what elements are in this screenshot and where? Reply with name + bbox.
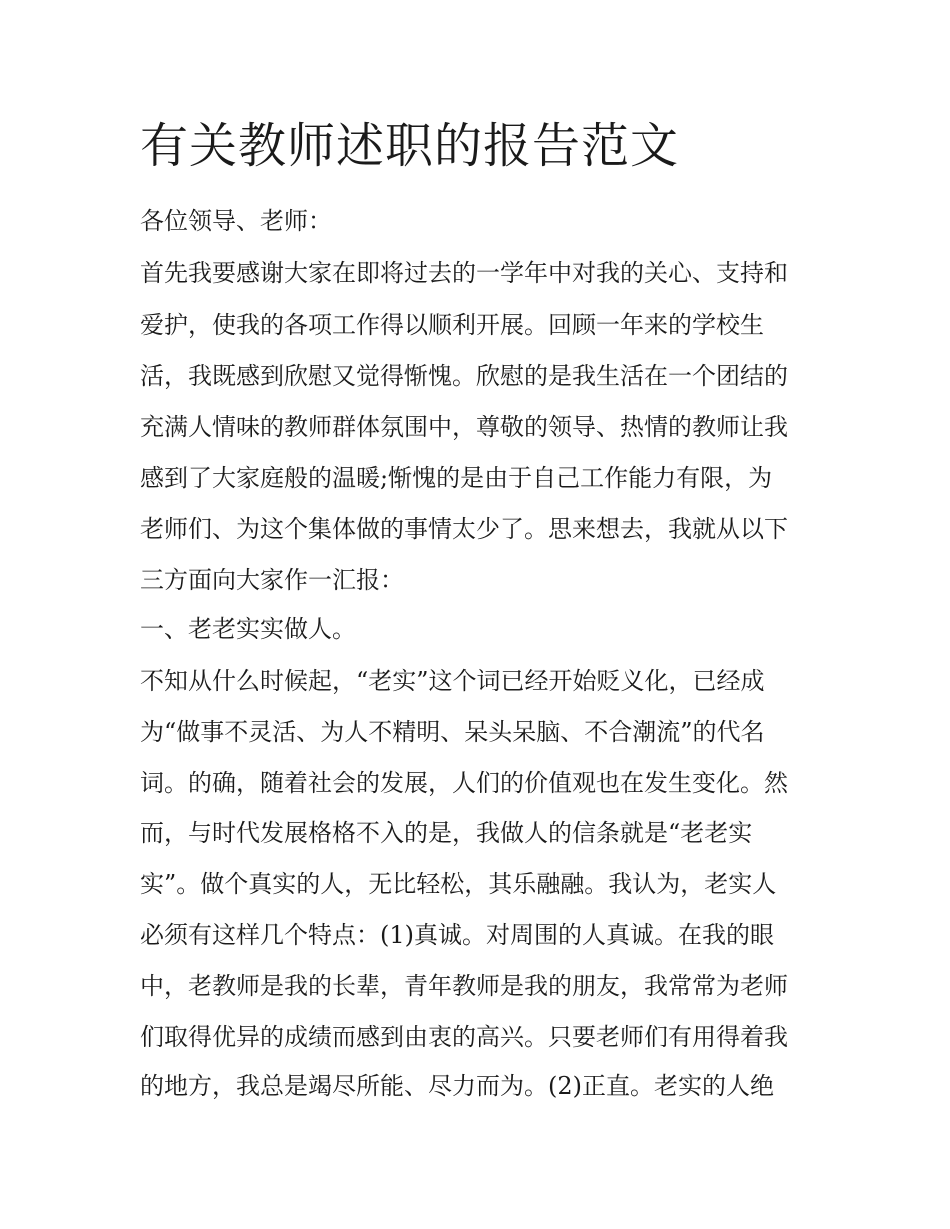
text-line: 实”。做个真实的人，无比轻松，其乐融融。我认为，老实人 (140, 870, 777, 898)
text-line: 三方面向大家作一汇报： (140, 566, 404, 594)
text-line: 为“做事不灵活、为人不精明、呆头呆脑、不合潮流”的代名 (140, 718, 765, 746)
text-line: 活，我既感到欣慰又觉得惭愧。欣慰的是我生活在一个团结的 (140, 362, 788, 390)
text-line: 老师们、为这个集体做的事情太少了。思来想去，我就从以下 (140, 515, 788, 543)
text-line: 感到了大家庭般的温暖;惭愧的是由于自己工作能力有限，为 (140, 464, 773, 492)
text-line: 充满人情味的教师群体氛围中，尊敬的领导、热情的教师让我 (140, 413, 788, 441)
text-line: 们取得优异的成绩而感到由衷的高兴。只要老师们有用得着我 (140, 1023, 788, 1051)
document-title: 有关教师述职的报告范文 (140, 118, 680, 174)
text-line: 首先我要感谢大家在即将过去的一学年中对我的关心、支持和 (140, 259, 788, 287)
text-line: 词。的确，随着社会的发展，人们的价值观也在发生变化。然 (140, 769, 788, 797)
text-line: 不知从什么时候起，“老实”这个词已经开始贬义化，已经成 (140, 667, 765, 695)
text-line: 中，老教师是我的长辈，青年教师是我的朋友，我常常为老师 (140, 972, 788, 1000)
text-line: 爱护，使我的各项工作得以顺利开展。回顾一年来的学校生 (140, 311, 764, 339)
text-line: 的地方，我总是竭尽所能、尽力而为。(2)正直。老实的人绝 (140, 1072, 774, 1100)
text-line: 各位领导、老师： (140, 207, 332, 235)
section-heading: 一、老老实实做人。 (140, 615, 356, 643)
text-line: 必须有这样几个特点：(1)真诚。对周围的人真诚。在我的眼 (140, 921, 774, 949)
text-line: 而，与时代发展格格不入的是，我做人的信条就是“老老实 (140, 819, 753, 847)
